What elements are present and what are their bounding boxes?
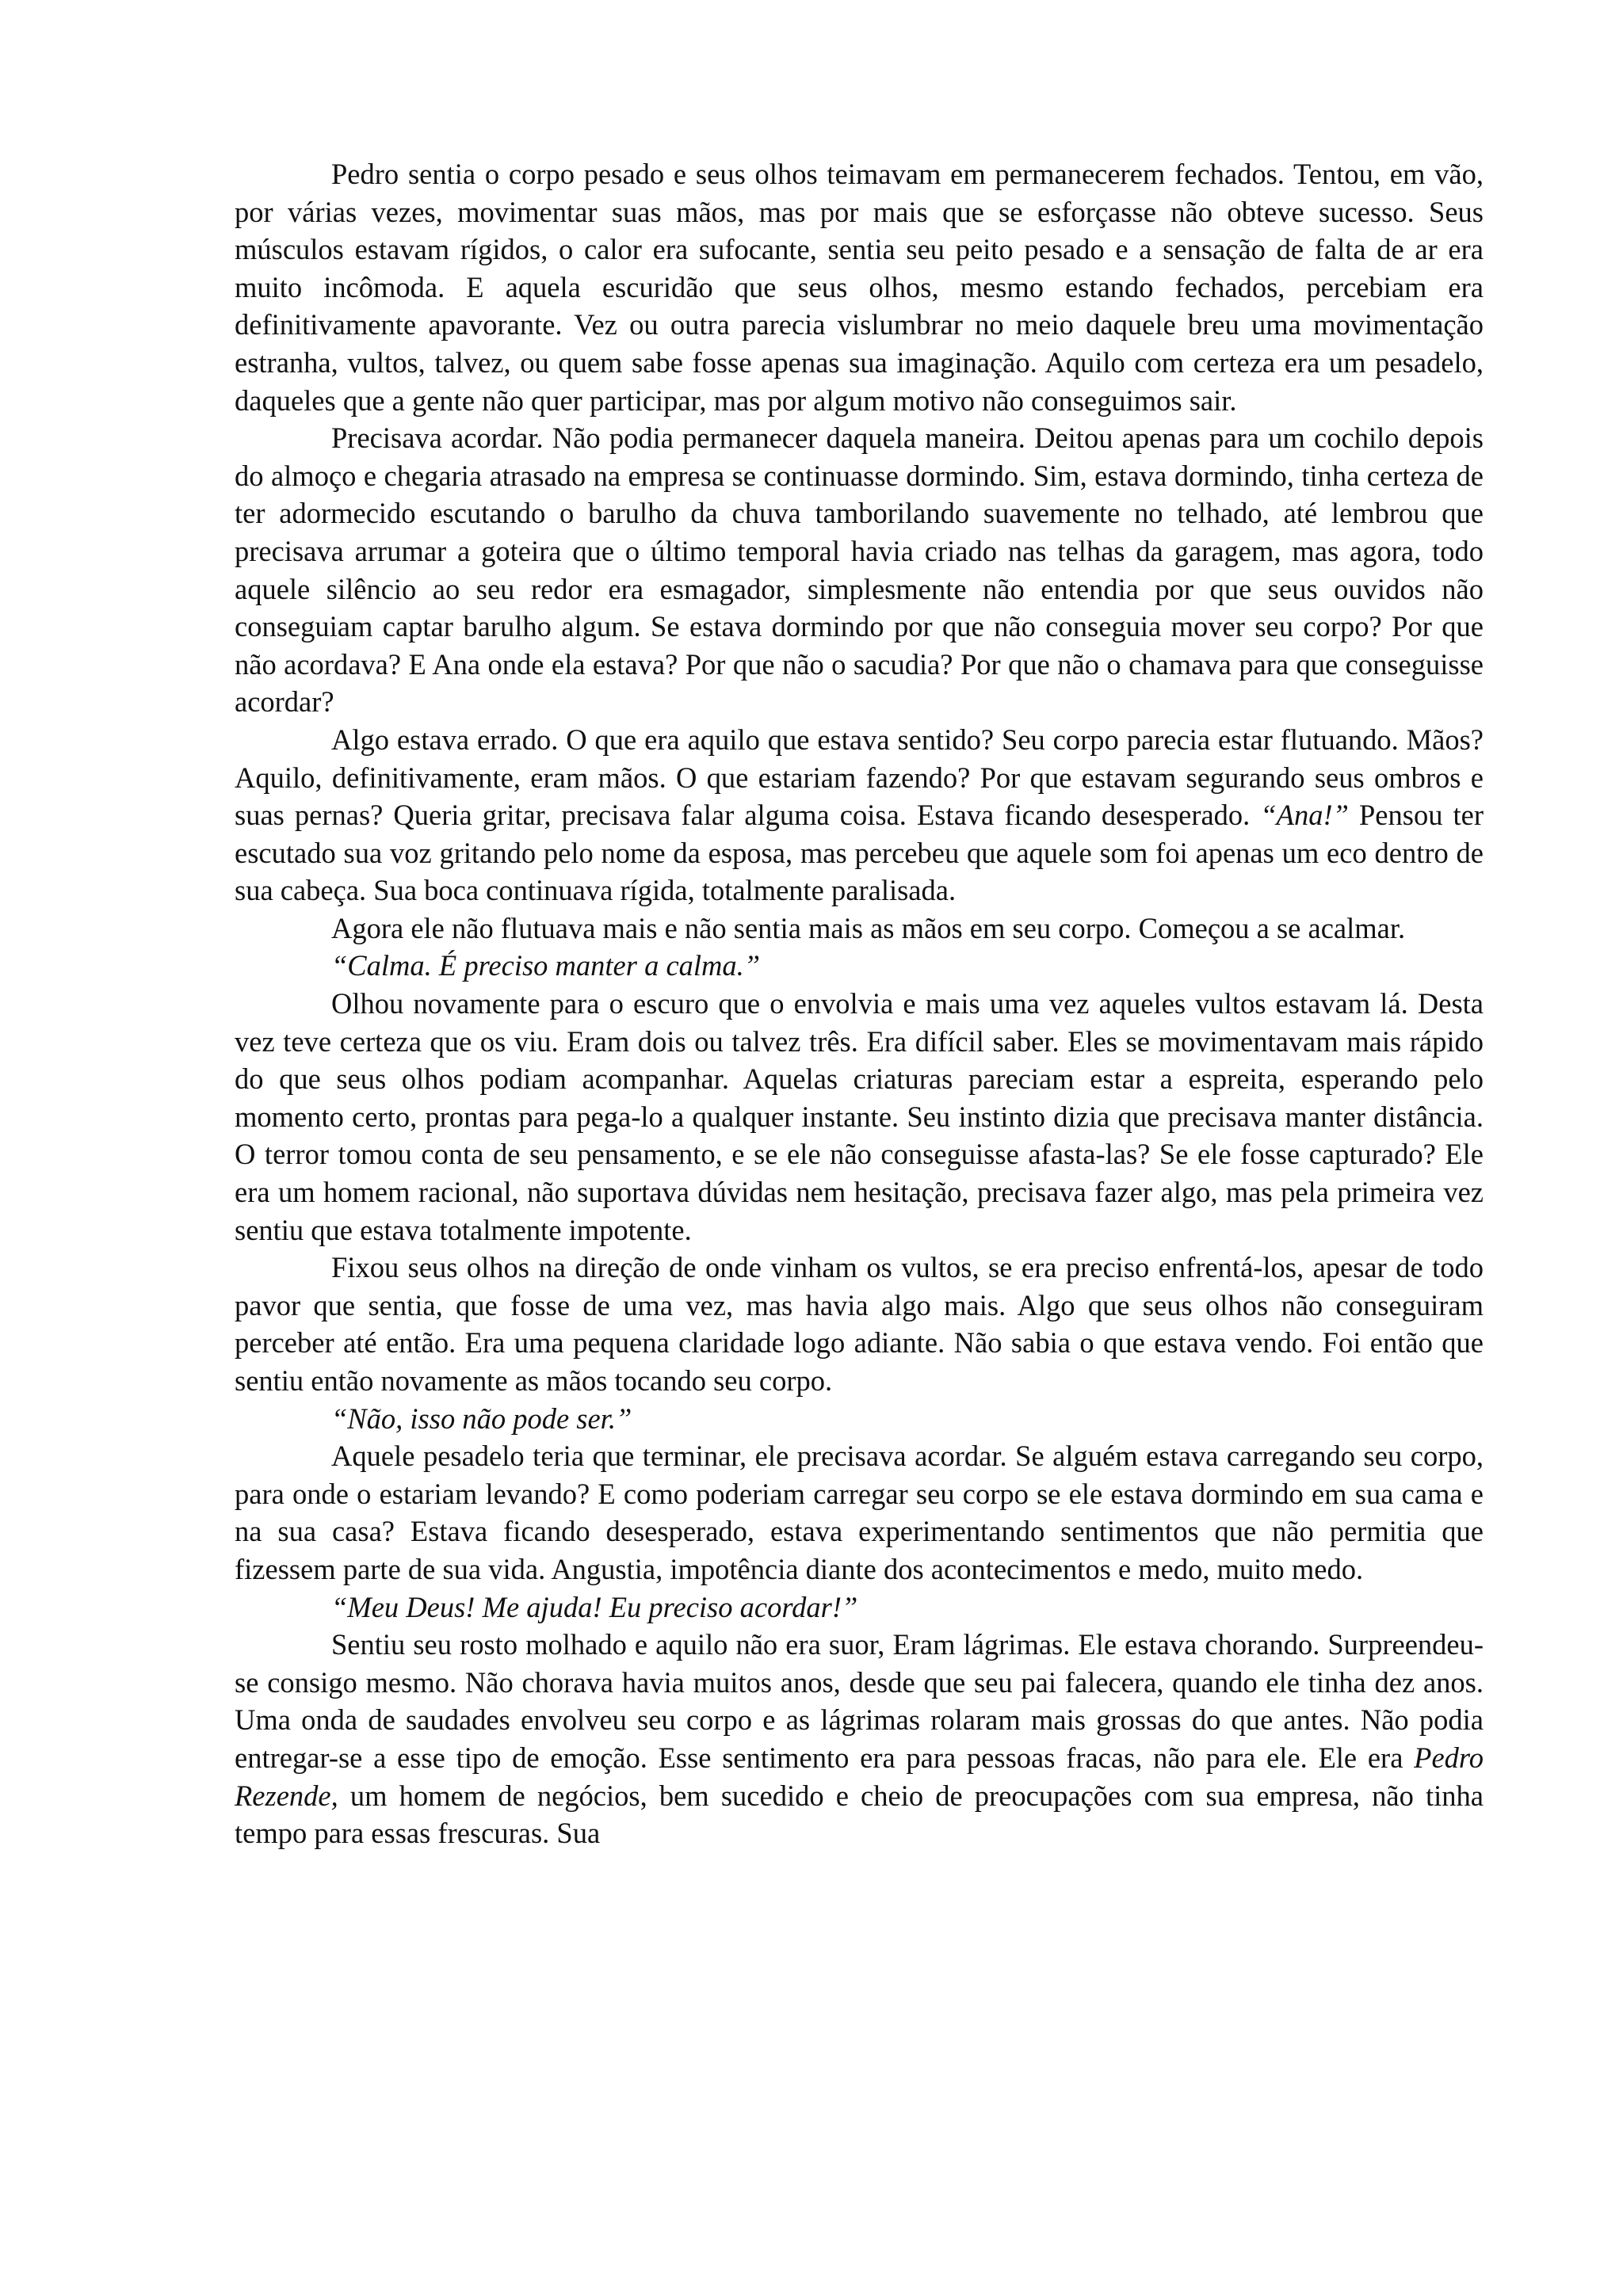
paragraph-2 [235,419,1484,721]
paragraph-8-text: “Não, isso não pode ser.” [331,1402,632,1435]
paragraph-3 [235,721,1484,910]
paragraph-5-thought [235,947,1484,985]
paragraph-1 [235,155,1484,419]
paragraph-7-text: Fixou seus olhos na direção de onde vinham os vultos, se era preciso enfrentá-los, apesar de todo pavor que sentia, que fosse de uma vez, mas havia algo mais. Algo que seus olhos não conseguiram perceber até então. Era uma pequena claridade logo adiante. Não sabia o que estava vendo. Foi então que sentiu então novamente as mãos tocando seu corpo. [235,1251,1484,1397]
paragraph-3-text-a: Algo estava errado. O que era aquilo que estava sentido? Seu corpo parecia estar flutuando. Mãos? Aquilo, definitivamente, eram mãos. O que estariam fazendo? Por que estavam segurando seus ombros e suas pernas? Queria gritar, precisava falar alguma coisa. Estava ficando desesperado. [235,723,1484,832]
paragraph-1-text: Pedro sentia o corpo pesado e seus olhos teimavam em permanecerem fechados. Tentou, em vão, por várias vezes, movimentar suas mãos, mas por mais que se esforçasse não obteve sucesso. Seus músculos estavam rígidos, o calor era sufocante, sentia seu peito pesado e a sensação de falta de ar era muito incômoda. E aquela escuridão que seus olhos, mesmo estando fechados, percebiam era definitivamente apavorante. Vez ou outra parecia vislumbrar no meio daquele breu uma movimentação estranha, vultos, talvez, ou quem sabe fosse apenas sua imaginação. Aquilo com certeza era um pesadelo, daqueles que a gente não quer participar, mas por algum motivo não conseguimos sair. [235,158,1484,417]
document-page [235,155,1484,2231]
paragraph-9-text: Aquele pesadelo teria que terminar, ele precisava acordar. Se alguém estava carregando seu corpo, para onde o estariam levando? E como poderiam carregar seu corpo se ele estava dormindo em sua cama e na sua casa? Estava ficando desesperado, estava experimentando sentimentos que não permitia que fizessem parte de sua vida. Angustia, impotência diante dos acontecimentos e medo, muito medo. [235,1440,1484,1585]
paragraph-9 [235,1437,1484,1588]
paragraph-11-text-a: Sentiu seu rosto molhado e aquilo não era suor, Eram lágrimas. Ele estava chorando. Surpreendeu-se consigo mesmo. Não chorava havia muitos anos, desde que seu pai falecera, quando ele tinha dez anos. Uma onda de saudades envolveu seu corpo e as lágrimas rolaram mais grossas do que antes. Não podia entregar-se a esse tipo de emoção. Esse sentimento era para pessoas fracas, não para ele. Ele era [235,1628,1484,1774]
paragraph-3-italic: “Ana!” [1260,799,1349,832]
paragraph-10-text: “Meu Deus! Me ajuda! Eu preciso acordar!” [331,1590,858,1623]
paragraph-4 [235,910,1484,948]
paragraph-6 [235,985,1484,1249]
paragraph-4-text: Agora ele não flutuava mais e não sentia mais as mãos em seu corpo. Começou a se acalmar. [331,911,1406,944]
paragraph-10-thought [235,1589,1484,1627]
paragraph-11-italic: Pedro Rezende, [235,1741,1484,1812]
paragraph-6-text: Olhou novamente para o escuro que o envolvia e mais uma vez aqueles vultos estavam lá. Desta vez teve certeza que os viu. Eram dois ou talvez três. Era difícil saber. Eles se movimentavam mais rápido do que seus olhos podiam acompanhar. Aquelas criaturas pareciam estar a espreita, esperando pelo momento certo, prontas para pega-lo a qualquer instante. Seu instinto dizia que precisava manter distância. O terror tomou conta de seu pensamento, e se ele não conseguisse afasta-las? Se ele fosse capturado? Ele era um homem racional, não suportava dúvidas nem hesitação, precisava fazer algo, mas pela primeira vez sentiu que estava totalmente impotente. [235,987,1484,1246]
paragraph-11 [235,1626,1484,1852]
paragraph-11-text-b: um homem de negócios, bem sucedido e cheio de preocupações com sua empresa, não tinha tempo para essas frescuras. Sua [235,1779,1484,1850]
paragraph-8-thought [235,1400,1484,1438]
paragraph-7 [235,1249,1484,1399]
paragraph-2-text: Precisava acordar. Não podia permanecer daquela maneira. Deitou apenas para um cochilo depois do almoço e chegaria atrasado na empresa se continuasse dormindo. Sim, estava dormindo, tinha certeza de ter adormecido escutando o barulho da chuva tamborilando suavemente no telhado, até lembrou que precisava arrumar a goteira que o último temporal havia criado nas telhas da garagem, mas agora, todo aquele silêncio ao seu redor era esmagador, simplesmente não entendia por que seus ouvidos não conseguiam captar barulho algum. Se estava dormindo por que não conseguia mover seu corpo? Por que não acordava? E Ana onde ela estava? Por que não o sacudia? Por que não o chamava para que conseguisse acordar? [235,421,1484,719]
paragraph-5-text: “Calma. É preciso manter a calma.” [331,949,761,982]
paragraph-3-text-b: Pensou ter escutado sua voz gritando pelo nome da esposa, mas percebeu que aquele som foi apenas um eco dentro de sua cabeça. Sua boca continuava rígida, totalmente paralisada. [235,799,1484,907]
